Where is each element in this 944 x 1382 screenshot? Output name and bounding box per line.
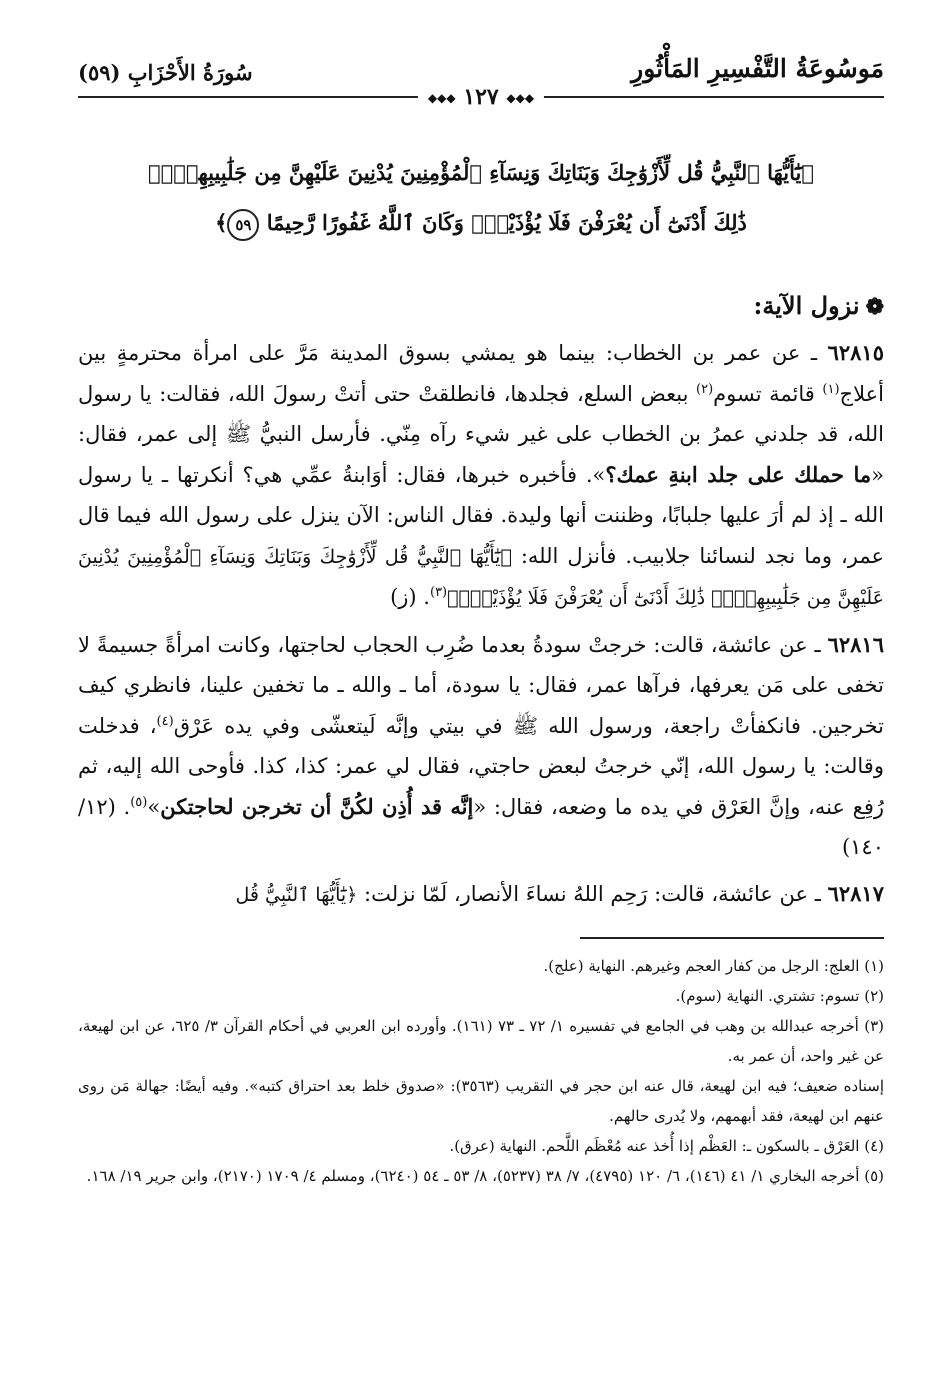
book-page xyxy=(78,54,884,1344)
footnote: (١) العلج: الرجل من كفار العجم وغيرهم. النهاية (علج). xyxy=(543,957,884,975)
narration xyxy=(78,874,884,916)
footnote-rule xyxy=(580,937,884,939)
quran-quote: ﴿يَٰٓأَيُّهَا ٱلنَّبِيُّ قُل xyxy=(235,883,358,906)
running-header xyxy=(78,54,884,110)
narration-text: ـ عن عائشة، قالت: خرجتْ سودةُ بعدما ضُرِب الحجاب لحاجتها، وكانت امرأةً جسيمةً لا تخفى على مَن يعرفها، فرآها عمر، فقال: يا سودة، أما ـ والله ـ ما تخفين علينا، فانظري كيف تخرجين. فانكفأتْ راجعة، ورسول الله ﷺ في بيتي وإنَّه لَيتعشّى وفي يده عَرْق xyxy=(78,632,884,738)
footnote: (٢) تسوم: تشتري. النهاية (سوم). xyxy=(675,987,884,1005)
narration-number: ٦٢٨١٥ xyxy=(827,340,884,365)
page-number: ١٢٧ xyxy=(463,84,499,110)
narration xyxy=(78,625,884,868)
narration-text: قائمة تسوم xyxy=(713,381,823,406)
narration-text: ببعض السلع، فجلدها، فانطلقتْ حتى أتتْ رسولَ الله، فقالت: يا رسول الله، قد جلدني عمرُ بن الخطاب على غير شيء رآه مِنّي. فأرسل النبيُّ ﷺ إلى عمر، فقال: « xyxy=(78,381,884,487)
section-heading-text: نزول الآية: xyxy=(753,291,860,320)
prophet-quote: ما حملك على جلد ابنةِ عمك؟ xyxy=(605,461,872,487)
footnote-ref: (١) xyxy=(822,381,840,397)
footnote: إسناده ضعيف؛ فيه ابن لهيعة، قال عنه ابن حجر في التقريب (٣٥٦٣): «صدوق خلط بعد احتراق كتبه». وفيه أيضًا: جهالة مَن روى عنهم ابن لهيعة، فقد أبهمهم، ولا يُدرى حالهم. xyxy=(78,1077,884,1125)
prophet-quote: إنَّه قد أُذِن لكُنَّ أن تخرجن لحاجتكن xyxy=(160,793,474,819)
footnote: (٥) أخرجه البخاري ١/ ٤١ (١٤٦)، ٦/ ١٢٠ (٤٧٩٥)، ٧/ ٣٨ (٥٢٣٧)، ٨/ ٥٣ ـ ٥٤ (٦٢٤٠)، ومسلم ٤/ ١٧٠٩ (٢١٧٠)، وابن جرير ١٩/ ١٦٨. xyxy=(86,1167,884,1185)
ornament-icon: ◆◆◆ xyxy=(506,91,535,105)
footnotes xyxy=(78,951,884,1191)
narration xyxy=(78,333,884,619)
footnote-ref: (٤) xyxy=(156,713,174,729)
footnote-ref: (٣) xyxy=(429,585,448,600)
narration-text: ». فأخبره خبرها، فقال: أوَابنةُ عمِّي هي؟ أنكرتها ـ يا رسول الله ـ إذ لم أرَ عليها جلبابًا، وظننت أنها وليدة. فقال الناس: الآن ينزل على رسول الله فيما قال عمر، وما نجد لنسائنا جلابيب. فأنزل الله: xyxy=(78,462,884,568)
section-heading xyxy=(78,286,884,327)
footnote-ref: (٥) xyxy=(130,794,148,810)
verse-line-2-text: ذَٰلِكَ أَدْنَىٰٓ أَن يُعْرَفْنَ فَلَا يُؤْذَيْنَۗ وَكَانَ ٱللَّهُ غَفُورًا رَّحِيمًا xyxy=(266,210,747,235)
footnote: (٣) أخرجه عبدالله بن وهب في الجامع في تفسيره ١/ ٧٢ ـ ٧٣ (١٦١). وأورده ابن العربي في أحكام القرآن ٣/ ٦٢٥، عن ابن لهيعة، عن غير واحد، أن عمر به. xyxy=(78,1017,884,1065)
narration-text: ، فدخلت وقالت: يا رسول الله، إنّي خرجتُ لبعض حاجتي، فقال لي عمر: كذا، كذا. فأوحى الله إليه، ثم رُفِع عنه، وإنَّ العَرْق في يده ما وضعه، فقال: « xyxy=(78,713,885,819)
verse-line-2 xyxy=(78,198,884,248)
verse-end: ﴾ xyxy=(215,210,228,235)
ornament-icon: ◆◆◆ xyxy=(427,91,456,105)
book-title: مَوسُوعَةُ التَّفْسِيرِ المَأْثُورِ xyxy=(631,54,884,83)
narration-code: . (ز) xyxy=(390,585,430,609)
page-number-box xyxy=(418,84,544,110)
narration-text: ـ عن عمر بن الخطاب: بينما هو يمشي بسوق المدينة مَرَّ على امرأة محترمةٍ بين أعلاج xyxy=(78,341,884,406)
narration-code: . (١٢/ ١٤٠) xyxy=(78,794,884,859)
flower-icon: ❁ xyxy=(865,294,884,320)
narration-text: ـ عن عائشة، قالت: رَحِم اللهُ نساءَ الأنصار، لَمّا نزلت: xyxy=(357,881,821,906)
quran-quote: ﴿يَٰٓأَيُّهَا ٱلنَّبِيُّ قُل لِّأَزْوَٰجِكَ وَبَنَاتِكَ وَنِسَآءِ ٱلْمُؤْمِنِينَ يُدْنِينَ عَلَيْهِنَّ مِن جَلَٰبِيبِهِنَّۚ ذَٰلِكَ أَدْنَىٰٓ أَن يُعْرَفْنَ فَلَا يُؤْذَيْنَۗ﴾ xyxy=(78,545,884,609)
footnote-ref: (٢) xyxy=(696,381,714,397)
quran-verse xyxy=(78,148,884,248)
surah-label: سُورَةُ الأَحْزَابِ (٥٩) xyxy=(78,60,253,85)
narration-number: ٦٢٨١٦ xyxy=(827,631,884,657)
narration-text: » xyxy=(147,794,161,819)
narration-number: ٦٢٨١٧ xyxy=(827,880,884,906)
ayah-number-icon: ٥٩ xyxy=(227,209,259,241)
verse-line-1: ﴿يَٰٓأَيُّهَا ٱلنَّبِيُّ قُل لِّأَزْوَٰجِكَ وَبَنَاتِكَ وَنِسَآءِ ٱلْمُؤْمِنِينَ يُدْنِينَ عَلَيْهِنَّ مِن جَلَٰبِيبِهِنَّۚ xyxy=(148,160,814,185)
footnote: (٤) العَرْق ـ بالسكون ـ: العَظْم إذا أُخذ عنه مُعْظَم اللَّحم. النهاية (عرق). xyxy=(449,1137,884,1155)
